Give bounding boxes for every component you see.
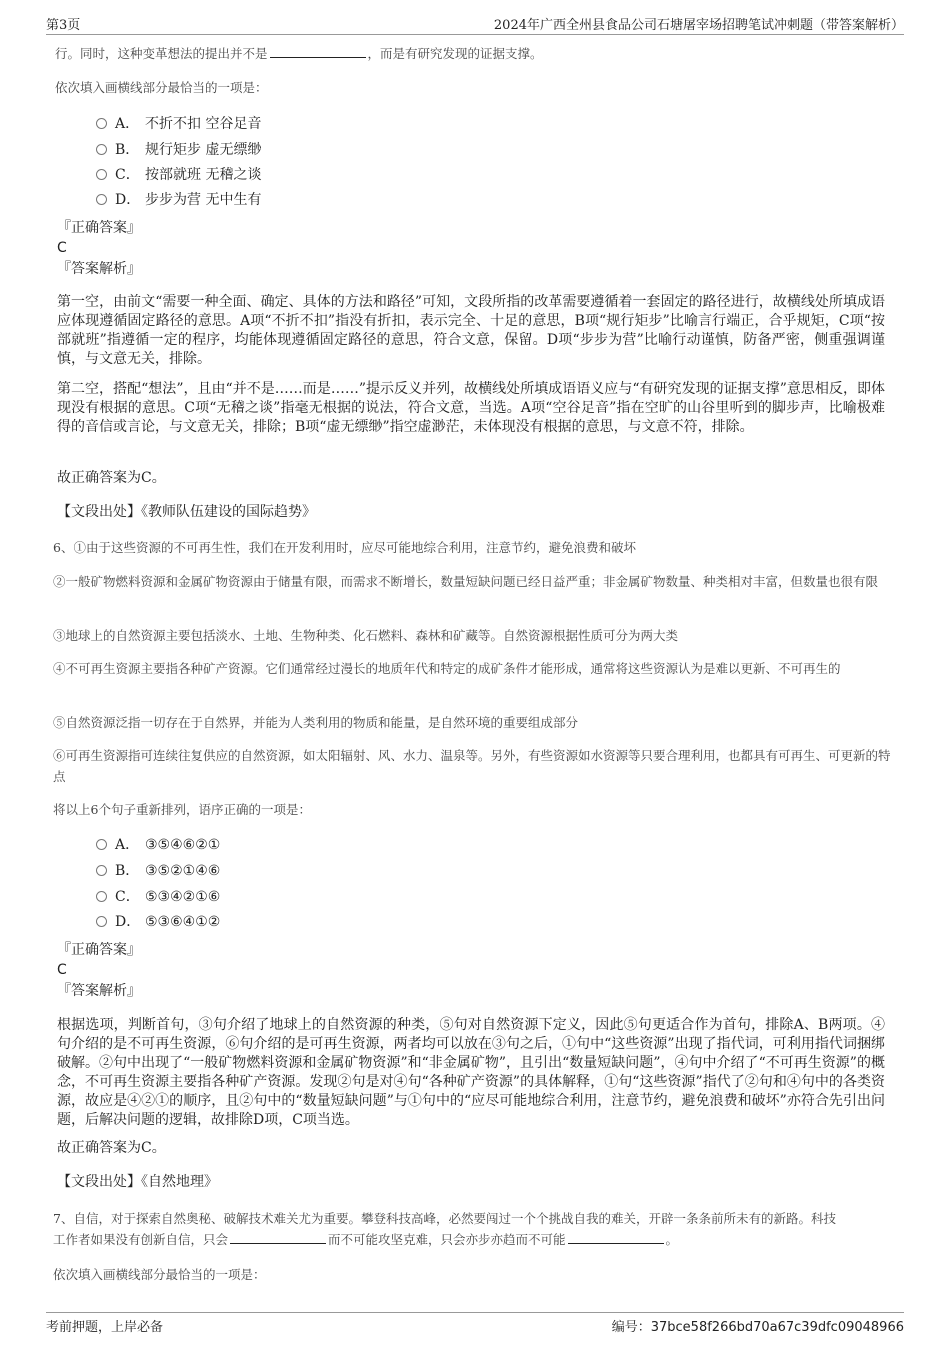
q6-option-b[interactable]: B． ③⑤②①④⑥ [96, 860, 220, 882]
q5-conclusion: 故正确答案为C。 [57, 470, 166, 486]
page-header [46, 14, 904, 35]
q6-sentence-5: ⑤自然资源泛指一切存在于自然界，并能为人类利用的物质和能量，是自然环境的重要组成部分 [53, 715, 579, 730]
q5-stem-tail: 行。同时，这种变革想法的提出并不是 ，而是有研究发现的证据支撑。 [55, 46, 543, 61]
q7-stem-line-2: 工作者如果没有创新自信，只会 而不可能攻坚克难，只会亦步亦趋而不可能 。 [53, 1232, 679, 1247]
q6-option-d[interactable]: D． ⑤③⑥④①② [96, 911, 220, 933]
q6-analysis-label: 『答案解析』 [57, 983, 141, 999]
fill-blank [230, 1231, 326, 1244]
q5-analysis-paragraph-2: 第二空，搭配“想法”，且由“并不是……而是……”提示反义并列，故横线处所填成语语义应与“有研究发现的证据支撑”意思相反，即体现没有根据的意思。C项“无稽之谈”指毫无根据的说法，符合文意，当选。A项“空谷足音”指在空旷的山谷里听到的脚步声，比喻极难得的音信或言论，与文意无关，排除；B项“虚无缥缈”指空虚渺茫，未体现没有根据的意思，与文意不符，排除。 [57, 381, 885, 435]
q7-prompt: 依次填入画横线部分最恰当的一项是： [53, 1267, 266, 1282]
q6-sentence-4: ④不可再生资源主要指各种矿产资源。它们通常经过漫长的地质年代和特定的成矿条件才能形成，通常将这些资源认为是难以更新、不可再生的 [53, 661, 841, 676]
q6-sentence-3: ③地球上的自然资源主要包括淡水、土地、生物种类、化石燃料、森林和矿藏等。自然资源根据性质可分为两大类 [53, 628, 679, 643]
radio-icon[interactable] [96, 839, 107, 850]
q6-sentence-2: ②一般矿物燃料资源和金属矿物资源由于储量有限，而需求不断增长，数量短缺问题已经日益严重；非金属矿物数量、种类相对丰富，但数量也很有限 [53, 574, 879, 589]
q5-prompt: 依次填入画横线部分最恰当的一项是： [55, 80, 268, 95]
footer-slogan: 考前押题，上岸必备 [46, 1320, 164, 1335]
q6-option-a[interactable]: A． ③⑤④⑥②① [96, 834, 220, 856]
radio-icon[interactable] [96, 144, 107, 155]
q6-option-c[interactable]: C． ⑤③④②①⑥ [96, 886, 220, 908]
q5-analysis-paragraph-1: 第一空，由前文“需要一种全面、确定、具体的方法和路径”可知，文段所指的改革需要遵循着一套固定的路径进行，故横线处所填成语应体现遵循固定路径的意思。A项“不折不扣”指没有折扣，表示完全、十足的意思，B项“规行矩步”比喻言行端正，合乎规矩，C项“按部就班”指遵循一定的程序，均能体现遵循固定路径的意思，符合文意，保留。D项“步步为营”比喻行动谨慎，防备严密，侧重强调谨慎，与文意无关，排除。 [57, 294, 885, 367]
document-title: 2024年广西全州县食品公司石塘屠宰场招聘笔试冲刺题（带答案解析） [493, 18, 904, 33]
fill-blank [270, 45, 366, 58]
q6-analysis-paragraph: 根据选项，判断首句，③句介绍了地球上的自然资源的种类，⑤句对自然资源下定义，因此⑤句更适合作为首句，排除A、B两项。④句介绍的是不可再生资源，⑥句介绍的是可再生资源，两者均可以放在③句之后，①句中“这些资源”出现了指代词，可利用指代词捆绑破解。②句中出现了“一般矿物燃料资源和金属矿物资源”和“非金属矿物”，且引出“数量短缺问题”，④句中介绍了“不可再生资源”的概念，不可再生资源主要指各种矿产资源。发现②句是对④句“各种矿产资源”的具体解释，①句“这些资源”指代了②句和④句中的各类资源，故应是④②①的顺序，且②句中的“数量短缺问题”与①句中的“应尽可能地综合利用，注意节约，避免浪费和破坏”亦符合先引出问题，后解决问题的逻辑，故排除D项，C项当选。 [57, 1017, 885, 1128]
q6-source: 【文段出处】《自然地理》 [57, 1174, 218, 1190]
q6-prompt: 将以上6个句子重新排列，语序正确的一项是： [53, 802, 311, 817]
fill-blank [568, 1231, 664, 1244]
radio-icon[interactable] [96, 891, 107, 902]
page-footer [46, 1312, 904, 1335]
q6-conclusion: 故正确答案为C。 [57, 1140, 166, 1156]
q5-analysis-label: 『答案解析』 [57, 261, 141, 277]
radio-icon[interactable] [96, 194, 107, 205]
radio-icon[interactable] [96, 118, 107, 129]
radio-icon[interactable] [96, 169, 107, 180]
q5-option-c[interactable]: C． 按部就班 无稽之谈 [96, 164, 261, 186]
q5-answer: C [57, 240, 67, 256]
q5-option-b[interactable]: B． 规行矩步 虚无缥缈 [96, 139, 261, 161]
q5-option-a[interactable]: A． 不折不扣 空谷足音 [96, 113, 261, 135]
q7-stem-line-1: 7、自信，对于探索自然奥秘、破解技术难关尤为重要。攀登科技高峰，必然要闯过一个个挑战自我的难关，开辟一条条前所未有的新路。科技 [53, 1211, 836, 1226]
q6-answer: C [57, 962, 67, 978]
page-number: 第3页 [46, 18, 81, 33]
q5-answer-label: 『正确答案』 [57, 220, 141, 236]
document-code: 编号：37bce58f266bd70a67c39dfc09048966 [611, 1320, 904, 1335]
radio-icon[interactable] [96, 916, 107, 927]
q6-sentence-1: 6、①由于这些资源的不可再生性，我们在开发利用时，应尽可能地综合利用，注意节约，避免浪费和破坏 [53, 540, 636, 555]
radio-icon[interactable] [96, 865, 107, 876]
q6-sentence-6: ⑥可再生资源指可连续往复供应的自然资源，如太阳辐射、风、水力、温泉等。另外，有些资源如水资源等只要合理利用，也都具有可再生、可更新的特点 [53, 748, 891, 784]
q5-option-d[interactable]: D． 步步为营 无中生有 [96, 189, 261, 211]
q6-answer-label: 『正确答案』 [57, 942, 141, 958]
q5-source: 【文段出处】《教师队伍建设的国际趋势》 [57, 504, 316, 520]
